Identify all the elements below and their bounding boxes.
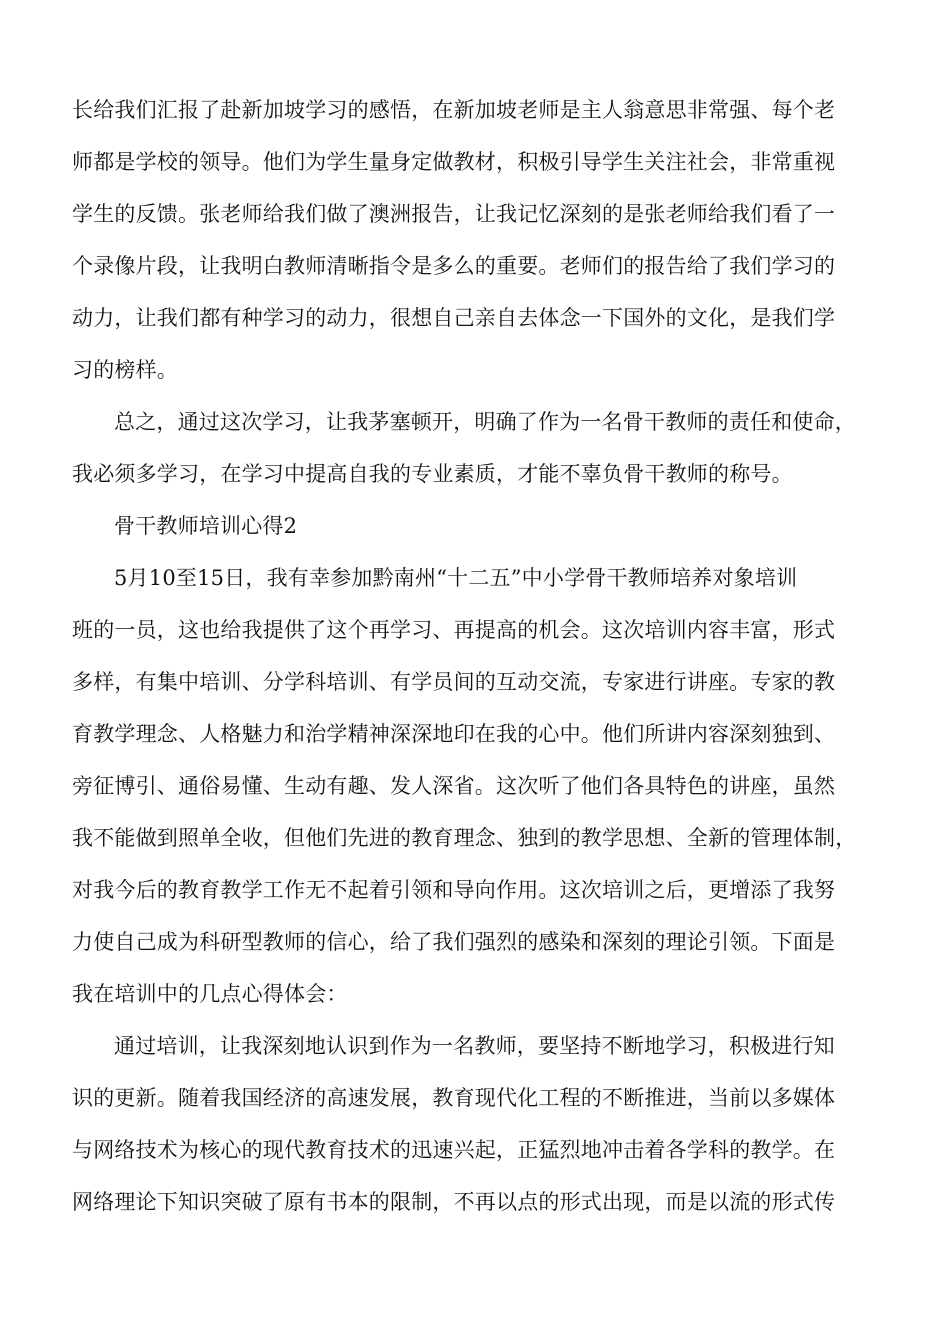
text-line: 班的一员，这也给我提供了这个再学习、再提高的机会。这次培训内容丰富，形式 xyxy=(72,618,836,642)
text-line: 习的榜样。 xyxy=(72,358,178,382)
section-heading: 骨干教师培训心得2 xyxy=(114,514,298,538)
text-line: 我必须多学习，在学习中提高自我的专业素质，才能不辜负骨干教师的称号。 xyxy=(72,462,793,486)
text-line: 我不能做到照单全收，但他们先进的教育理念、独到的教学思想、全新的管理体制， xyxy=(72,826,857,850)
text-line: 旁征博引、通俗易懂、生动有趣、发人深省。这次听了他们各具特色的讲座，虽然 xyxy=(72,774,836,798)
text-line: 力使自己成为科研型教师的信心，给了我们强烈的感染和深刻的理论引领。下面是 xyxy=(72,930,836,954)
text-line: 动力，让我们都有种学习的动力，很想自己亲自去体念一下国外的文化，是我们学 xyxy=(72,306,836,330)
paragraph-first-line: 通过培训，让我深刻地认识到作为一名教师，要坚持不断地学习，积极进行知 xyxy=(114,1034,835,1058)
text-line: 学生的反馈。张老师给我们做了澳洲报告，让我记忆深刻的是张老师给我们看了一 xyxy=(72,202,836,226)
text-line: 个录像片段，让我明白教师清晰指令是多么的重要。老师们的报告给了我们学习的 xyxy=(72,254,836,278)
text-line: 网络理论下知识突破了原有书本的限制，不再以点的形式出现，而是以流的形式传 xyxy=(72,1190,836,1214)
text-line: 长给我们汇报了赴新加坡学习的感悟，在新加坡老师是主人翁意思非常强、每个老 xyxy=(72,98,836,122)
text-line: 多样，有集中培训、分学科培训、有学员间的互动交流，专家进行讲座。专家的教 xyxy=(72,670,836,694)
paragraph-first-line: 总之，通过这次学习，让我茅塞顿开，明确了作为一名骨干教师的责任和使命， xyxy=(114,410,856,434)
text-line: 育教学理念、人格魅力和治学精神深深地印在我的心中。他们所讲内容深刻独到、 xyxy=(72,722,836,746)
text-line: 师都是学校的领导。他们为学生量身定做教材，积极引导学生关注社会，非常重视 xyxy=(72,150,836,174)
text-line: 对我今后的教育教学工作无不起着引领和导向作用。这次培训之后，更增添了我努 xyxy=(72,878,836,902)
text-line: 我在培训中的几点心得体会： xyxy=(72,982,348,1006)
paragraph-first-line: 5月10至15日，我有幸参加黔南州“十二五”中小学骨干教师培养对象培训 xyxy=(114,566,798,590)
text-line: 与网络技术为核心的现代教育技术的迅速兴起，正猛烈地冲击着各学科的教学。在 xyxy=(72,1138,836,1162)
text-line: 识的更新。随着我国经济的高速发展，教育现代化工程的不断推进，当前以多媒体 xyxy=(72,1086,836,1110)
